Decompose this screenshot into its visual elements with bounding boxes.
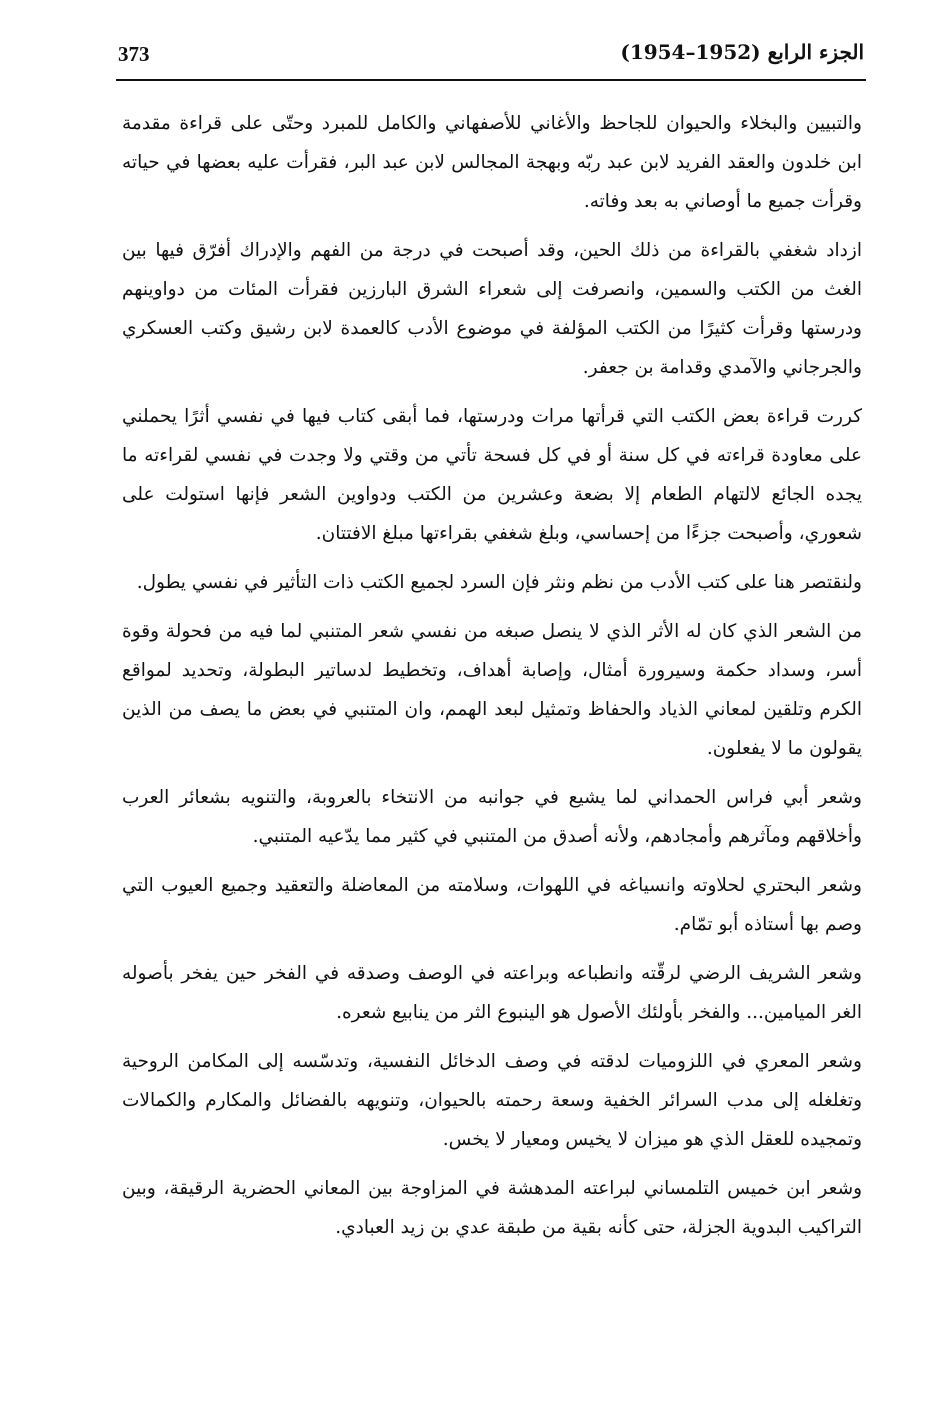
- paragraph: كررت قراءة بعض الكتب التي قرأتها مرات ودرستها، فما أبقى كتاب فيها في نفسي أثرًا يحملني على معاودة قراءته في كل سنة أو في كل فسحة تأتي من وقتي ولا وجدت في نفسي لقراءته ما يجده الجائع لالتهام الطعام إلا بضعة وعشرين من الكتب ودواوين الشعر فإنها استولت على شعوري، وأصبحت جزءًا من إحساسي، وبلغ شغفي بقراءتها مبلغ الافتتان.: [122, 406, 862, 544]
- paragraph: وشعر البحتري لحلاوته وانسياغه في اللهوات، وسلامته من المعاضلة والتعقيد وجميع العيوب التي وصم بها أستاذه أبو تمّام.: [122, 875, 862, 935]
- paragraph: وشعر المعري في اللزوميات لدقته في وصف الدخائل النفسية، وتدسّسه إلى المكامن الروحية وتغلغله إلى مدب السرائر الخفية وسعة رحمته بالحيوان، وتنويهه بالفضائل والمكارم والكمالات وتمجيده للعقل الذي هو ميزان لا يخيس ومعيار لا يخس.: [122, 1051, 862, 1150]
- paragraph: ولنقتصر هنا على كتب الأدب من نظم ونثر فإن السرد لجميع الكتب ذات التأثير في نفسي يطول.: [136, 572, 862, 593]
- paragraph: ازداد شغفي بالقراءة من ذلك الحين، وقد أصبحت في درجة من الفهم والإدراك أفرّق فيها بين الغث من الكتب والسمين، وانصرفت إلى شعراء الشرق البارزين فقرأت المئات من دواوينهم ودرستها وقرأت كثيرًا من الكتب المؤلفة في موضوع الأدب كالعمدة لابن رشيق وكتب العسكري والجرجاني والآمدي وقدامة بن جعفر.: [122, 240, 862, 378]
- page-number: 373: [118, 42, 150, 66]
- paragraph: من الشعر الذي كان له الأثر الذي لا ينصل صبغه من نفسي شعر المتنبي لما فيه من فحولة وقوة أسر، وسداد حكمة وسيرورة أمثال، وإصابة أهداف، وتخطيط لدساتير البطولة، وتحديد لمواقع الكرم وتلقين لمعاني الذياد والحفاظ وتمثيل لبعد الهمم، وان المتنبي في بعض ما يصف من الذين يقولون ما لا يفعلون.: [122, 621, 862, 759]
- paragraph: وشعر الشريف الرضي لرقّته وانطباعه وبراعته في الوصف وصدقه في الفخر حين يفخر بأصوله الغر الميامين... والفخر بأولئك الأصول هو الينبوع الثر من ينابيع شعره.: [122, 963, 862, 1023]
- header-rule: [116, 79, 866, 81]
- paragraph: وشعر ابن خميس التلمساني لبراعته المدهشة في المزاوجة بين المعاني الحضرية الرقيقة، وبين التراكيب البدوية الجزلة، حتى كأنه بقية من طبقة عدي بن زيد العبادي.: [122, 1178, 862, 1238]
- running-title: الجزء الرابع (1952–1954): [620, 40, 864, 64]
- paragraph: والتبيين والبخلاء والحيوان للجاحظ والأغاني للأصفهاني والكامل للمبرد وحتّى على قراءة مقدمة ابن خلدون والعقد الفريد لابن عبد ربّه وبهجة المجالس لابن عبد البر، فقرأت عليه بعضها في حياته وقرأت جميع ما أوصاني به بعد وفاته.: [122, 113, 862, 212]
- page-header: [118, 38, 864, 78]
- paragraph: وشعر أبي فراس الحمداني لما يشيع في جوانبه من الانتخاء بالعروبة، والتنويه بشعائر العرب وأخلاقهم ومآثرهم وأمجادهم، ولأنه أصدق من المتنبي في كثير مما يدّعيه المتنبي.: [122, 787, 862, 847]
- page-body: [122, 104, 862, 1257]
